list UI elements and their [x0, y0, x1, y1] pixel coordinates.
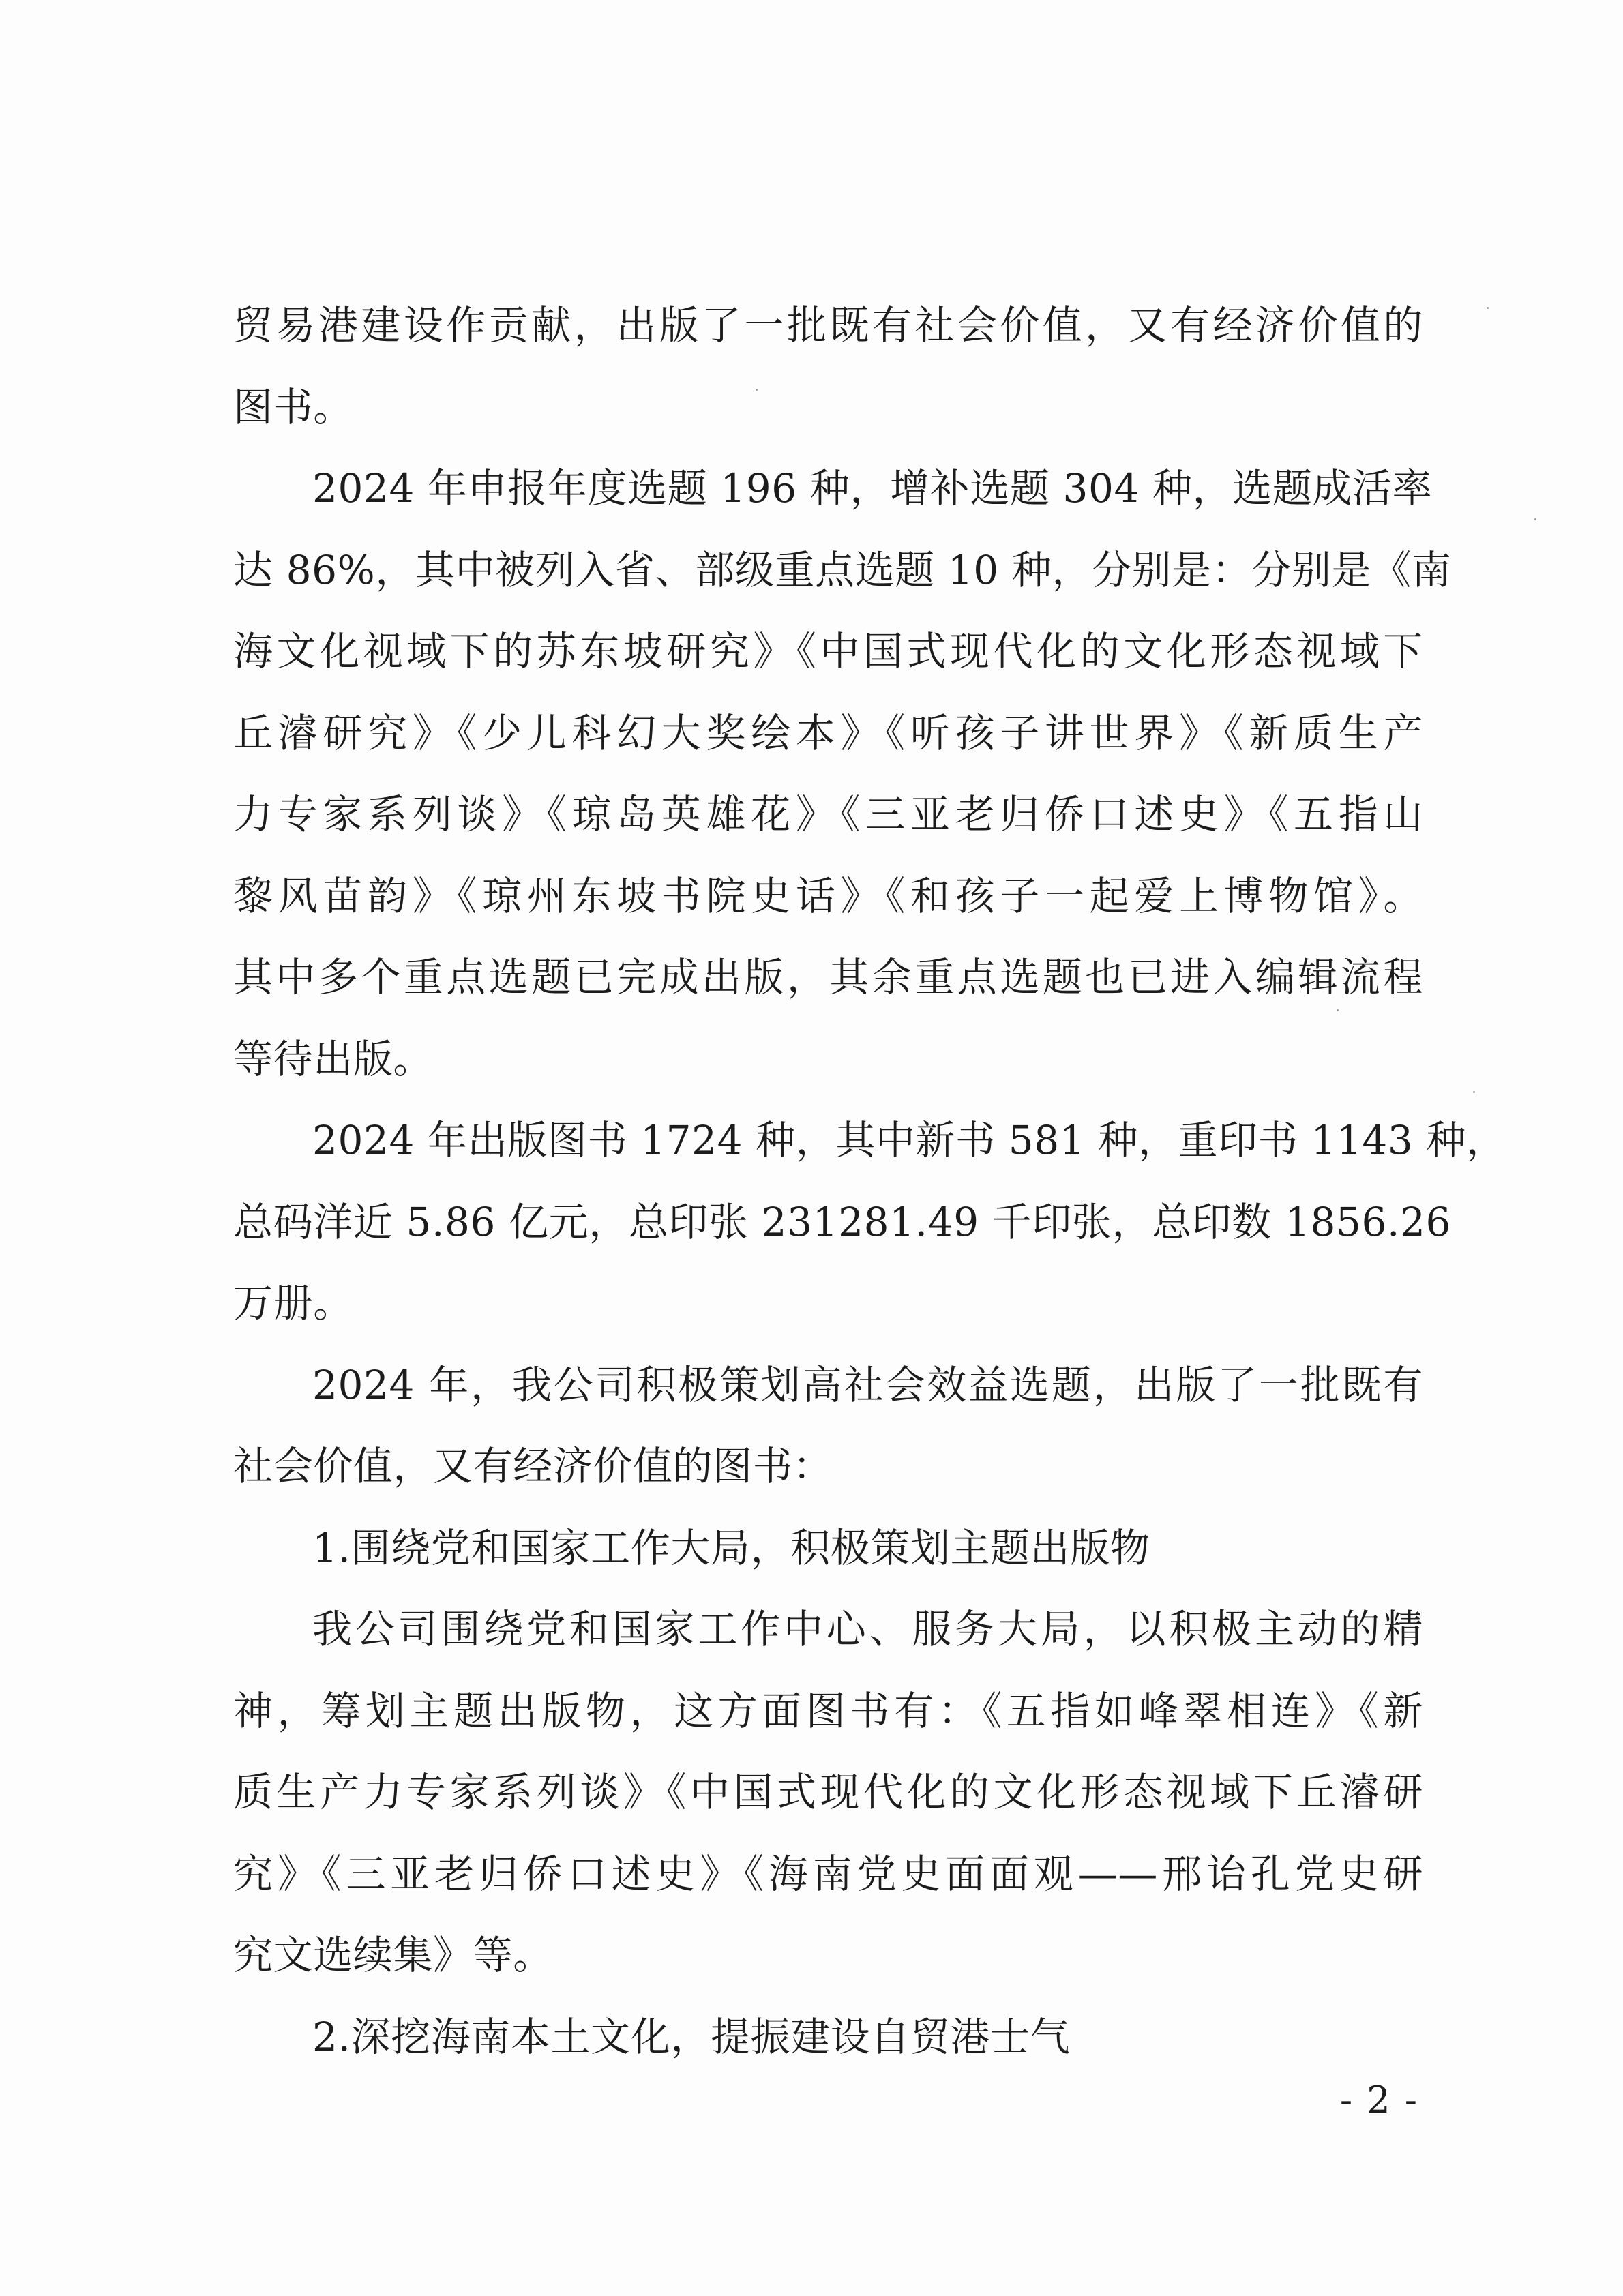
text-line: 2024 年出版图书 1724 种，其中新书 581 种，重印书 1143 种， [312, 1117, 1506, 1163]
scan-speck [756, 389, 758, 391]
page-number: - 2 - [1339, 2078, 1418, 2121]
scan-speck [1534, 518, 1536, 520]
scan-speck [1487, 307, 1489, 309]
text-line: 图书。 [233, 383, 353, 430]
text-line: 我公司围绕党和国家工作中心、服务大局，以积极主动的精 [312, 1606, 1423, 1652]
scan-speck [1473, 1091, 1475, 1093]
text-line: 万册。 [233, 1280, 353, 1326]
text-line: 海文化视域下的苏东坡研究》《中国式现代化的文化形态视域下 [233, 628, 1423, 674]
text-line: 丘濬研究》《少儿科幻大奖绘本》《听孩子讲世界》《新质生产 [233, 709, 1423, 756]
text-line: 2024 年，我公司积极策划高社会效益选题，出版了一批既有 [312, 1361, 1423, 1408]
text-line: 等待出版。 [233, 1035, 434, 1082]
text-line: 究文选续集》等。 [233, 1932, 553, 1978]
text-line: 2024 年申报年度选题 196 种，增补选题 304 种，选题成活率 [312, 465, 1433, 511]
section-heading: 2.深挖海南本土文化，提振建设自贸港士气 [312, 2013, 1071, 2060]
text-line: 达 86%，其中被列入省、部级重点选题 10 种，分别是：分别是《南 [233, 546, 1452, 593]
scan-speck [1337, 1009, 1339, 1011]
text-line: 总码洋近 5.86 亿元，总印张 231281.49 千印张，总印数 1856.26 [233, 1198, 1452, 1245]
text-line: 其中多个重点选题已完成出版，其余重点选题也已进入编辑流程 [233, 954, 1423, 1000]
body-text [233, 285, 1506, 2078]
text-line: 质生产力专家系列谈》《中国式现代化的文化形态视域下丘濬研 [233, 1769, 1423, 1815]
text-line: 究》《三亚老归侨口述史》《海南党史面面观——邢诒孔党史研 [233, 1850, 1423, 1897]
text-line: 社会价值，又有经济价值的图书： [233, 1443, 833, 1489]
text-line: 神，筹划主题出版物，这方面图书有：《五指如峰翠相连》《新 [233, 1687, 1423, 1734]
text-line: 贸易港建设作贡献，出版了一批既有社会价值，又有经济价值的 [233, 302, 1423, 348]
section-heading: 1.围绕党和国家工作大局，积极策划主题出版物 [312, 1524, 1150, 1571]
text-line: 力专家系列谈》《琼岛英雄花》《三亚老归侨口述史》《五指山 [233, 791, 1423, 837]
text-line: 黎风苗韵》《琼州东坡书院史话》《和孩子一起爱上博物馆》。 [233, 872, 1423, 919]
